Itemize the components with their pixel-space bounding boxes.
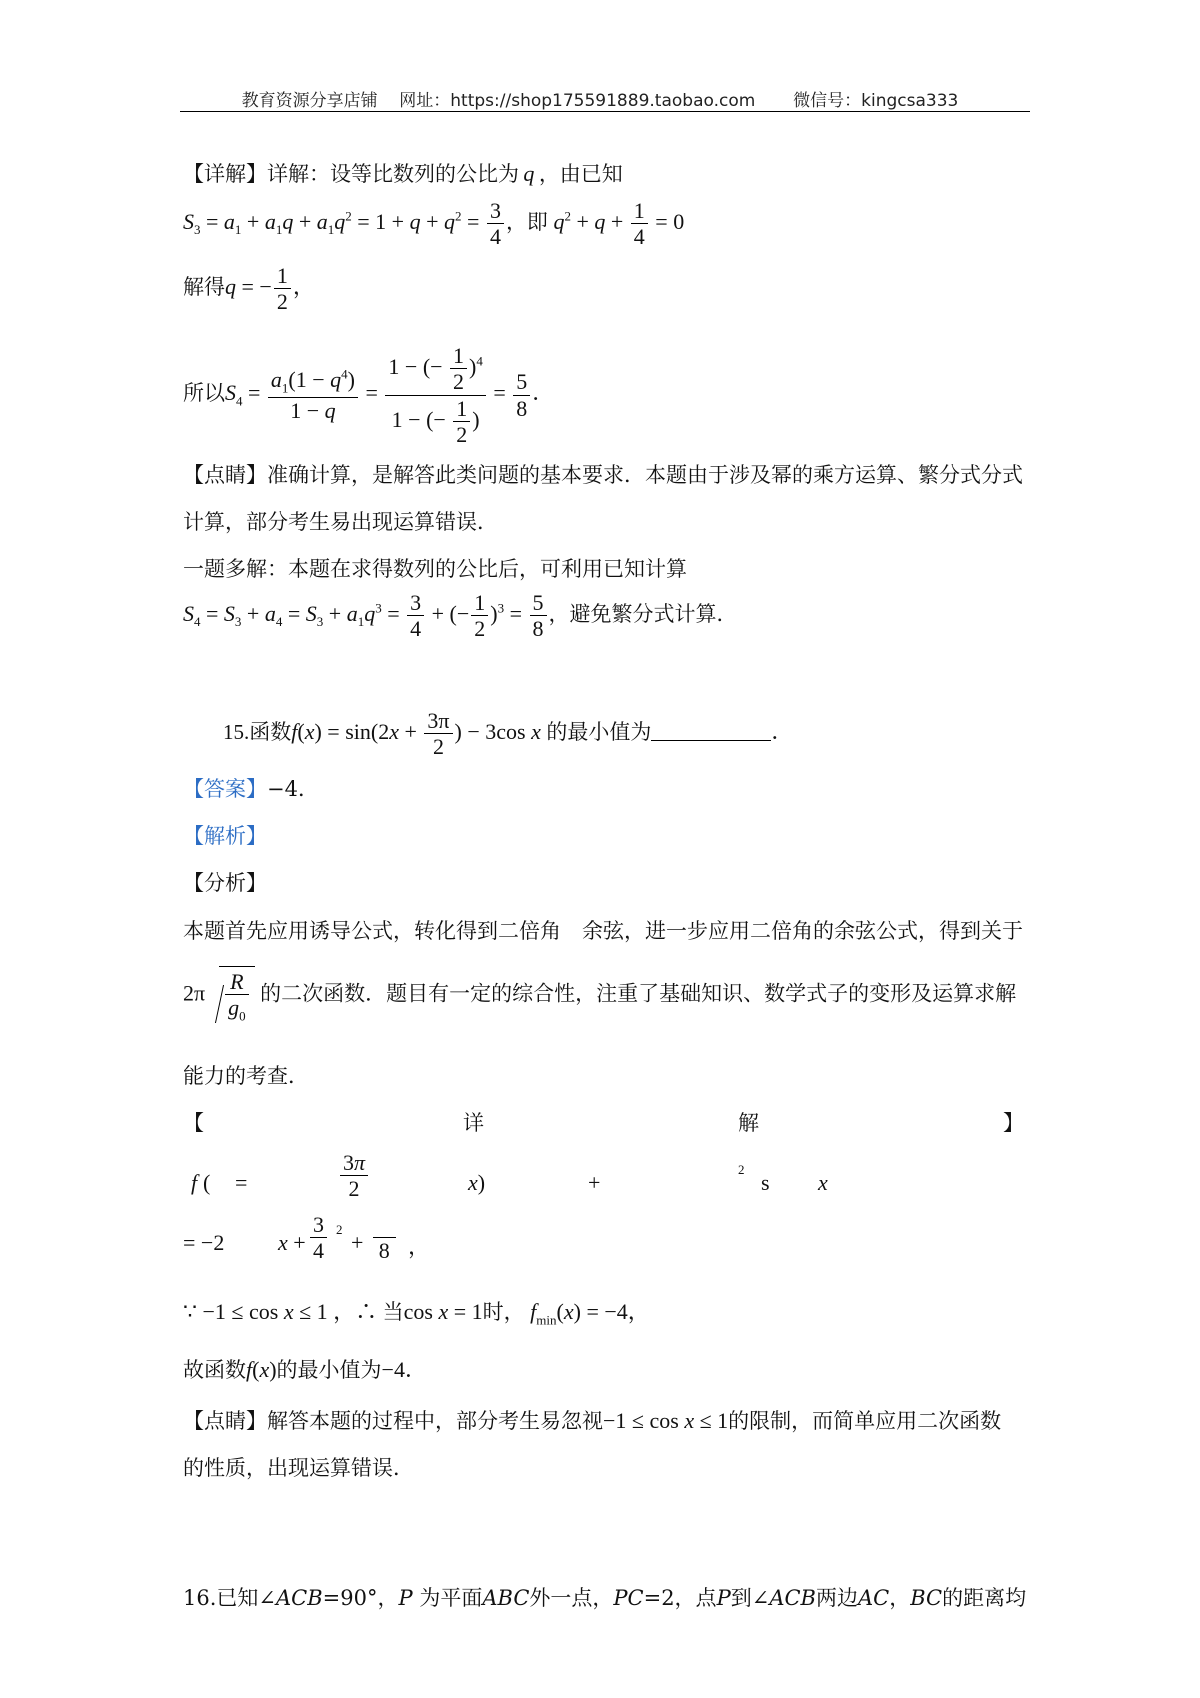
p14-alt-eq: $S_4 = S_3 + a_4 = S_3 + a_1q^3$ = $\frac{3}{4}$ + (− $\frac{1}{2}$ )$^3$ = $\frac{5}{8}$ ，避免繁分式计算． <box>183 590 738 642</box>
wechat-id: kingcsa333 <box>861 91 959 111</box>
p15-conclusion: 故函数f(x)的最小值为−4． <box>183 1357 427 1382</box>
p15-detail-line2: = −2 x + $\frac{3}{4}$ 2 + 8 ， <box>183 1212 431 1264</box>
answer-value: −4． <box>267 777 319 801</box>
p14-tip-line2: 计算，部分考生易出现运算错误． <box>183 510 498 534</box>
jiexi-label: 【解析】 <box>183 824 267 848</box>
p15-range: ∵ −1 ≤ cos x ≤ 1 ，∴ 当cos x = 1时， $f_{min}(x) = -4$， <box>183 1299 650 1328</box>
p14-tip-line1: 【点睛】准确计算，是解答此类问题的基本要求．本题由于涉及幂的乘方运算、繁分式分式 <box>183 463 1023 487</box>
p15-tip-line2: 的性质，出现运算错误． <box>183 1456 414 1480</box>
header-rule <box>180 111 1030 112</box>
p15-tip-line1: 【点睛】解答本题的过程中，部分考生易忽视−1 ≤ cos x ≤ 1的限制，而简单应用二次函数 <box>183 1408 1002 1433</box>
answer-blank <box>651 720 771 741</box>
p15-analysis-3: 能力的考查． <box>183 1064 309 1088</box>
p14-s4-formula: 所以$S_4$ = $\frac{a_1(1 - q^4)}{1 - q}$ = 1 − (− $\frac{1}{2}$ )$^4$ 1 − (− $\frac{1}{2}$ ) = $\frac{5}{8}$ ． <box>183 343 555 447</box>
url-label: 网址： <box>399 91 451 111</box>
shop-url[interactable]: https://shop175591889.taobao.com <box>450 91 756 111</box>
p14-multi-solution: 一题多解：本题在求得数列的公比后，可利用已知计算 <box>183 557 687 581</box>
p15-detail-line1: f ( = $\frac{3\pi}{2}$ x) + 2 s x <box>191 1150 828 1202</box>
page-header <box>0 86 1200 111</box>
p15-question: 15.函数f(x) = sin(2x + $\frac{3\pi}{2}$ ) − 3cos x 的最小值为 ． <box>223 708 794 760</box>
fenxi-label: 【分析】 <box>183 871 267 895</box>
shop-name: 教育资源分享店铺 <box>241 91 378 111</box>
p14-solve-q: 解得q = − $\frac{1}{2}$ ， <box>183 263 315 315</box>
p14-detail-intro: 【详解】详解：设等比数列的公比为 q ，由已知 <box>183 161 623 186</box>
wechat-label: 微信号： <box>793 91 862 111</box>
answer-label: 【答案】 <box>183 777 267 801</box>
p15-answer <box>183 773 319 803</box>
p15-analysis-2: 2π $\frac{R}{g_0}$ 的二次函数．题目有一定的综合性，注重了基础知识、数学式子的变形及运算求解 <box>183 966 1016 1025</box>
p16-question: 16.已知∠ACB=90°，P 为平面ABC外一点，PC=2，点P到∠ACB两边AC，BC的距离均 <box>183 1586 1027 1610</box>
p14-eq-s3: $S_3 = a_1 + a_1q + a_1q^2 = 1 + q + q^2$ = $\frac{3}{4}$ ，即 $q^2 + q$ + $\frac{1}{4}$ = 0 <box>183 198 685 250</box>
p15-analysis-1: 本题首先应用诱导公式，转化得到二倍角 余弦，进一步应用二倍角的余弦公式，得到关于 <box>183 919 1023 943</box>
